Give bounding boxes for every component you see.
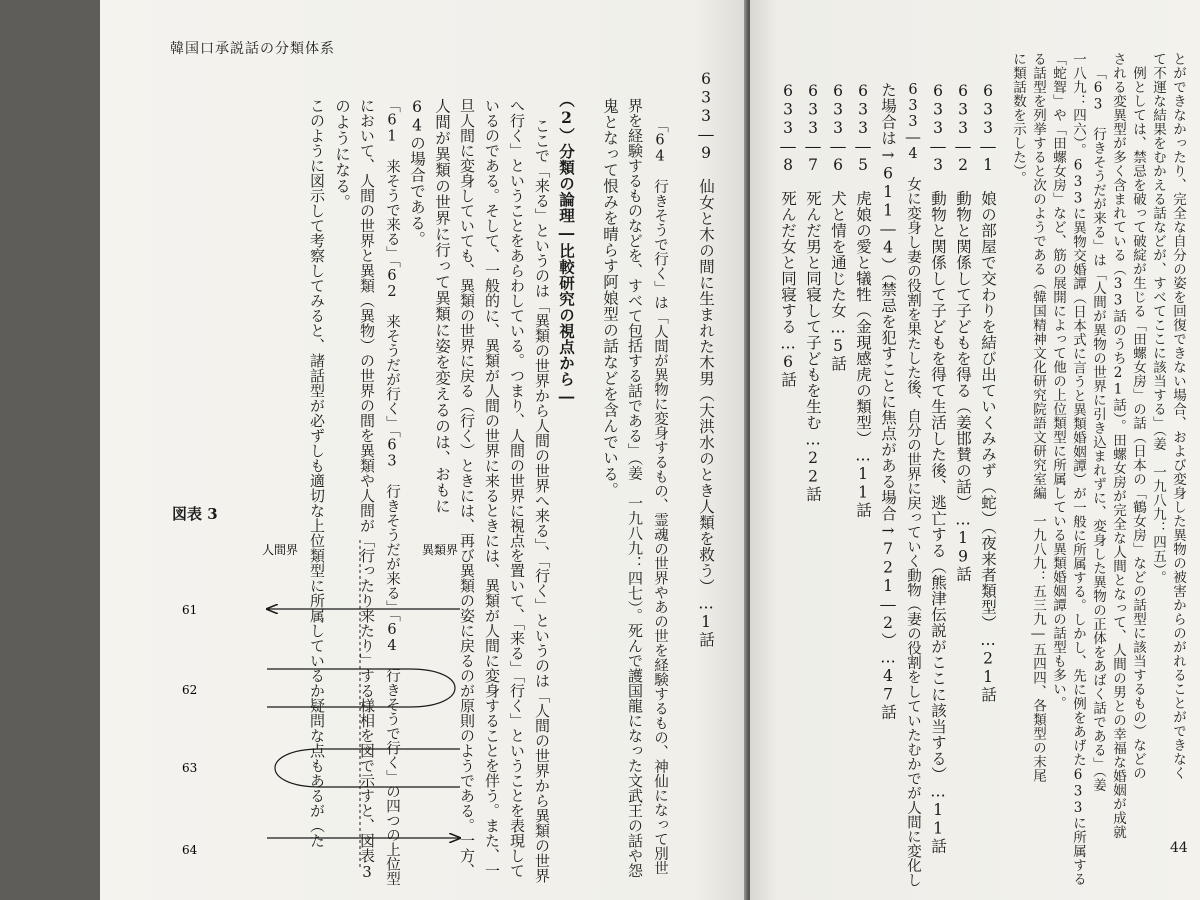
list-item: た場合は→611―4）（禁忌を犯すことに焦点がある場合→721―2）…47話 [879,82,897,720]
row-label-61: 61 [182,603,198,617]
text-column: 「63 行きそうだが来る」は「人間が異物の世界に引き込まれずに、変身した異物の正体をあばく話である」（姜 [1090,66,1106,793]
running-head: 韓国口承説話の分類体系 [170,41,335,57]
page-number: 44 [1170,840,1188,856]
list-item: 633―4 女に変身し妻の役割を果たした後、自分の世界に戻っていく動物（妻の役割をしていたむかでが人間に変化し [905,82,921,887]
text-column: このように図示して考察してみると、諸話型が必ずしも適切な上位類型に所属しているか疑問な点もあるが（た [308,98,326,848]
figure-header-other-world: 異類界 [422,543,459,557]
list-item: 633―7 死んだ男と同寝して子どもを生む…22話 [804,82,822,502]
text-column: 一八九：四六）。633に異物交婚譚（日本式に言うと異類婚姻譚）が一般に所属する。しかし、先に例をあげた633に所属する [1070,52,1086,887]
row-label-64: 64 [182,843,198,857]
text-column: 旦人間に変身していても、異類の世界に戻る（行く）ときには、再び異類の姿に戻るのが原則のようである。一方、 [458,98,476,878]
section-heading: （2）分類の論理―比較研究の視点から― [557,92,576,407]
text-column: 「蛇聟」や「田螺女房」など、筋の展開によって他の上位類型に所属している異類婚姻譚の話型も多い。 [1050,52,1066,710]
list-item: 633―5 虎娘の愛と犠牲（金現感虎の類型）…11話 [854,82,872,518]
list-item: 633―3 動物と関係して子どもを得て生活した後、逃亡する（熊津伝説がここに該当する）…11話 [929,82,947,854]
list-item: 633―6 犬と情を通じた女…5話 [829,82,847,372]
figure-diagram [170,530,470,870]
row-label-63: 63 [182,761,198,775]
text-column: に類話数を示した）。 [1010,52,1026,186]
text-column: 鬼となって恨みを晴らす阿娘型の話などを含んでいる。 [601,98,619,498]
list-item: 633―1 娘の部屋で交わりを結び出ていくみみず（蛇）（夜来者類型）…21話 [979,82,997,703]
figure-header-human-world: 人間界 [262,543,299,557]
text-column: 64の場合である。 [408,98,426,247]
text-column: 「61 来そうで来る」「62 来そうだが行く」「63 行きそうだが来る」「64 行きそうで行く」の四つの上位型 [384,98,400,886]
list-item: 633―8 死んだ女と同寝する…6話 [779,82,797,388]
figure-label: 図表 3 [172,505,218,523]
loop-63 [275,749,460,787]
text-column: において、人間の世界と異類（異物）の世界の間を異類や人間が「行ったり来たり」する様相を図で示すと、図表3 [358,98,376,881]
text-column: て不運な結果をむかえる話などが、すべてここに該当する」（姜 一九八九：四五）。 [1150,52,1166,585]
text-column: 「64 行きそうで行く」は「人間が異物に変身するもの、霊魂の世界やあの世を経験するもの、神仙になって別世 [652,118,668,875]
text-column: いるのである。そして、一般的に、異類が人間の世界に来るときには、異類が人間に変身することを伴う。また、一 [483,98,501,878]
text-column: とができなかったり、完全な自分の姿を回復できない場合、および変身した異物の被害からのがれることができなく [1170,52,1186,780]
text-column: 633―9 仙女と木の間に生まれた木男（大洪水のとき人類を救う）…1話 [697,70,715,648]
text-column: 人間が異類の世界に行って異類に姿を変えるのは、おもに [433,98,451,514]
text-column: のようになる。 [333,98,351,210]
text-column: ここで「来る」というのは「異類の世界から人間の世界へ来る」、「行く」というのは「人間の世界から異類の世界 [533,118,551,883]
loop-62 [267,669,455,707]
right-page [750,0,1200,900]
text-column: る話型を列挙すると次のようである（韓国精神文化研究院語文研究室編 一九八九：五三九―五四四、各類型の末尾 [1030,52,1046,783]
text-column: される変異型が多く含まれている（33話のうち21話）。田螺女房が完全な人間となって、人間の男との幸福な婚姻が成就 [1110,52,1126,840]
left-page [100,0,748,900]
row-label-62: 62 [182,683,198,697]
text-column: 例としては、禁忌を破って破綻が生じる「田螺女房」の話（日本の「鶴女房」などの話型に該当するもの）などの [1130,66,1146,780]
text-column: 界を経験するものなどを、すべて包括する話である」（姜 一九八九：四七）。死んで護国龍になった文武王の話や怨 [626,98,644,878]
text-column: へ行く」ということをあらわしている。つまり、人間の世界に視点を置いて、「来る」「行く」ということを表現して [508,98,526,878]
list-item: 633―2 動物と関係して子どもを得る（姜邯賛の話）…19話 [954,82,972,582]
